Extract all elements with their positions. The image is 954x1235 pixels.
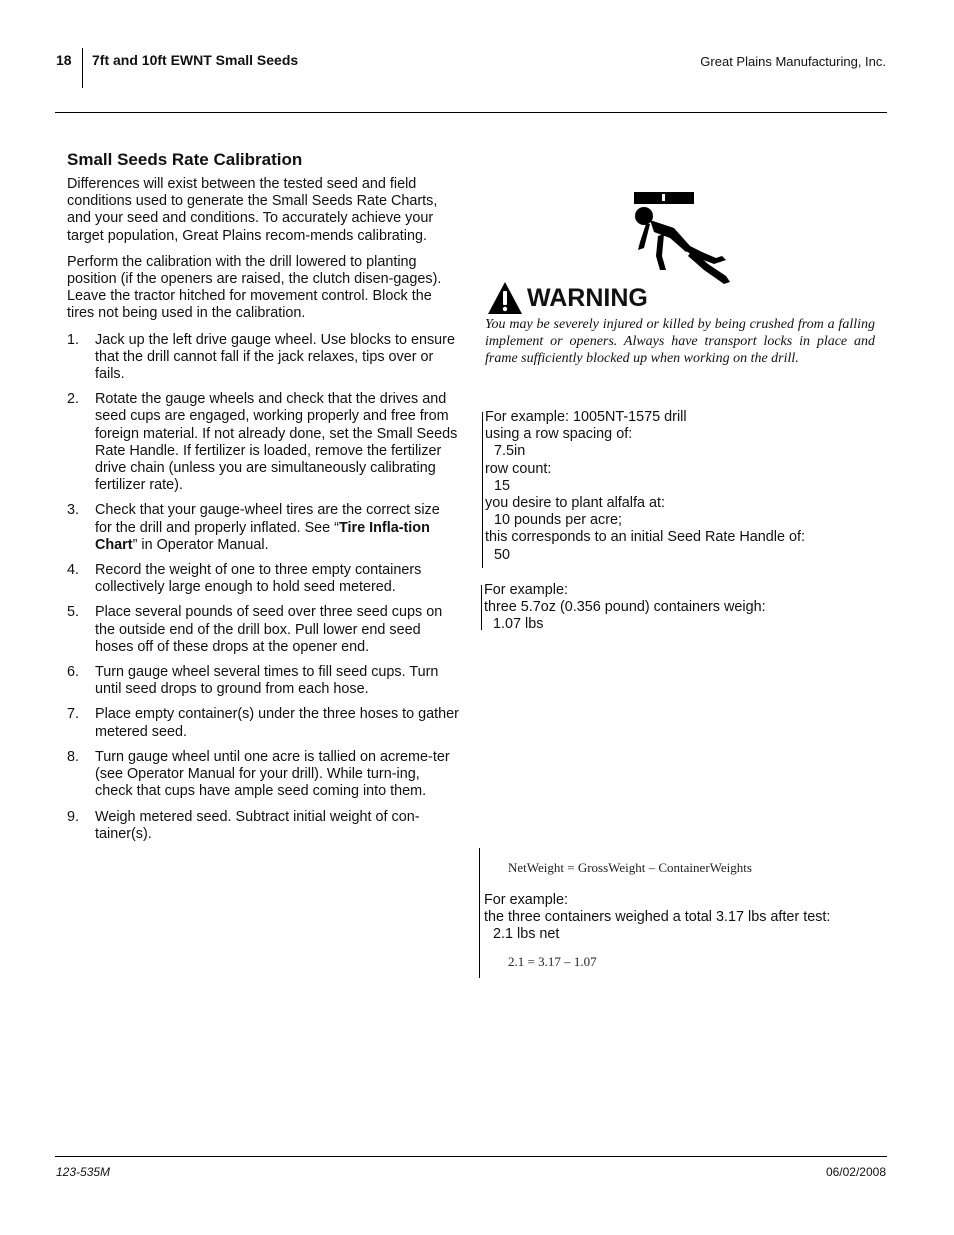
crush-hazard-icon [630,190,734,290]
calibration-section [67,150,459,851]
step-item [67,749,459,801]
step-number: 6. [67,664,80,681]
step-number: 4. [67,562,80,579]
example-value: 50 [494,546,511,563]
example-line: For example: [484,892,568,908]
warning-title: WARNING [527,283,648,312]
step-item [67,706,459,740]
company-name: Great Plains Manufacturing, Inc. [700,54,886,69]
step-item [67,502,459,554]
example-seed-rate [485,409,885,564]
example-rule [479,848,480,978]
intro-paragraph: Differences will exist between the tested seed and field conditions used to generate the Small Seeds Rate Charts, and your seed and conditions. To accurately achieve your target population, Great Plains recom-mends calibrating. [67,176,438,244]
step-text: Check that your gauge-wheel tires are the correct size for the drill and properly inflated. See “ [95,502,440,536]
example-line: this corresponds to an initial Seed Rate Handle of: [485,529,805,546]
document-number: 123-535M [56,1165,111,1179]
example-container-weight [484,582,884,634]
steps-list [67,332,459,843]
net-weight-calculation: 2.1 = 3.17 – 1.07 [508,954,597,969]
page-number: 18 [56,52,72,68]
document-date: 06/02/2008 [825,1165,886,1179]
footer-rule [55,1156,887,1157]
example-net-weight [484,892,884,944]
example-value: 1.07 lbs [493,616,544,633]
step-number: 7. [67,706,80,723]
example-value: 2.1 lbs net [493,926,560,943]
example-rule [481,585,482,630]
step-text: Turn gauge wheel until one acre is tallied on acreme-ter (see Operator Manual for your drill). While turn-ing, check that cups have ample seed coming into them. [95,748,450,800]
step-number: 5. [67,604,80,621]
step-text: Place several pounds of seed over three seed cups on the outside end of the drill box. Pull lower end seed hoses off of these drops at the opener end. [95,604,443,655]
example-line: For example: 1005NT-1575 drill [485,409,687,425]
step-number: 2. [67,391,80,408]
step-text-end: ” in Operator Manual. [132,536,269,553]
example-line: you desire to plant alfalfa at: [485,495,665,512]
warning-header [487,278,648,318]
example-line: using a row spacing of: [485,426,633,443]
tire-chart-reference: Tire Infla-tion Chart [95,519,430,553]
example-value: 7.5in [494,443,526,460]
header-rule [55,112,887,113]
example-value: 15 [494,477,511,494]
document-title: 7ft and 10ft EWNT Small Seeds [92,52,299,68]
warning-triangle-icon [487,280,523,316]
example-line: the three containers weighed a total 3.17 lbs after test: [484,909,831,926]
example-line: three 5.7oz (0.356 pound) containers weigh: [484,599,766,616]
example-rule [482,412,483,568]
example-line: For example: [484,582,568,598]
step-item [67,332,459,384]
step-item [67,391,459,494]
setup-paragraph: Perform the calibration with the drill lowered to planting position (if the openers are raised, the clutch disen-gages). Leave the tractor hitched for movement control. Block the tires not being used in the calibration. [67,253,442,322]
step-text: Record the weight of one to three empty containers collectively large enough to hold seed metered. [95,562,422,596]
net-weight-formula: NetWeight = GrossWeight – ContainerWeights [508,860,752,875]
example-line: row count: [485,460,552,477]
step-text: Turn gauge wheel several times to fill seed cups. Turn until seed drops to ground from each hose. [95,664,439,698]
step-text: Jack up the left drive gauge wheel. Use blocks to ensure that the drill cannot fall if the jack relaxes, tips over or fails. [95,331,455,383]
step-number: 1. [67,331,80,348]
step-number: 9. [67,808,80,825]
step-item [67,604,459,656]
warning-text: You may be severely injured or killed by being crushed from a falling implement or openers. Always have transport locks in place and frame sufficiently blocked up when working on the drill. [485,317,875,366]
step-number: 3. [67,502,80,519]
step-text: Rotate the gauge wheels and check that the drives and seed cups are engaged, working properly and free from foreign material. If not already done, set the Small Seeds Rate Handle. If fertilizer is loaded, remove the fertilizer drive chain (unless you are simultaneously calibrating fertilizer rate). [95,391,458,494]
step-text: Place empty container(s) under the three hoses to gather metered seed. [95,706,459,740]
step-item [67,562,459,596]
section-heading: Small Seeds Rate Calibration [67,150,303,169]
header-divider [82,48,83,88]
step-item [67,809,459,843]
step-text: Weigh metered seed. Subtract initial weight of con-tainer(s). [95,808,420,842]
step-number: 8. [67,748,80,765]
step-item [67,664,459,698]
example-value: 10 pounds per acre; [494,512,623,529]
